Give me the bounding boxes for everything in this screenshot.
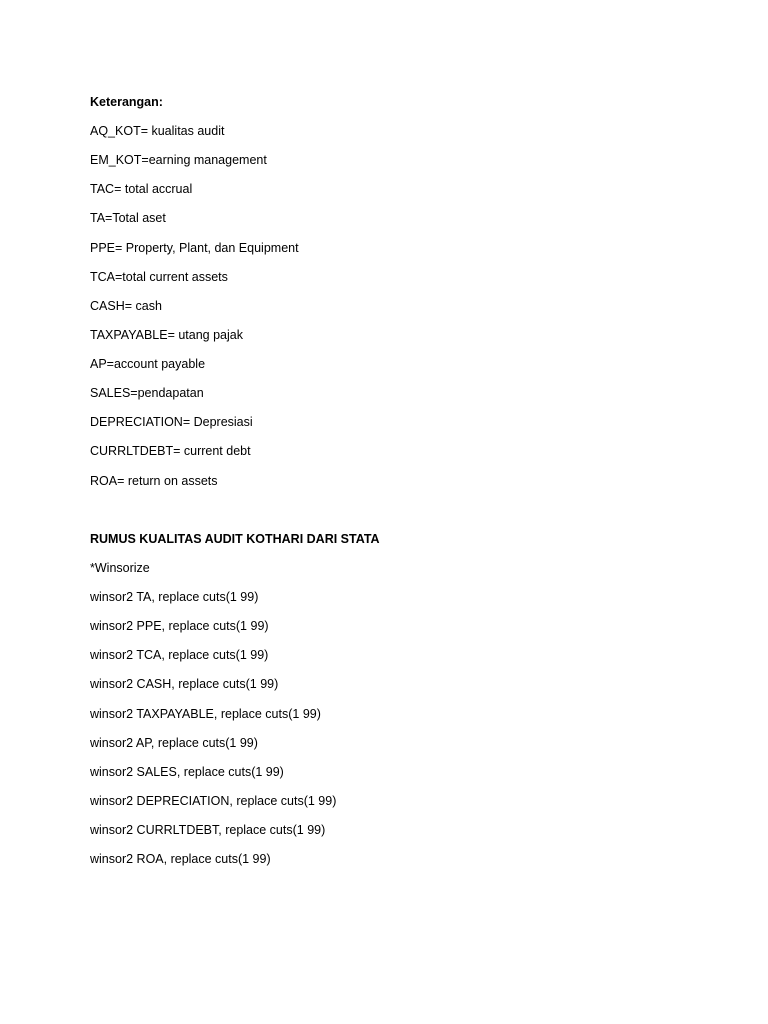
legend-item: ROA= return on assets	[90, 474, 218, 488]
stata-command: winsor2 SALES, replace cuts(1 99)	[90, 765, 284, 779]
legend-item: TAXPAYABLE= utang pajak	[90, 328, 243, 342]
legend-heading: Keterangan:	[90, 95, 163, 109]
legend-item: SALES=pendapatan	[90, 386, 204, 400]
formula-heading: RUMUS KUALITAS AUDIT KOTHARI DARI STATA	[90, 532, 380, 546]
stata-command: winsor2 AP, replace cuts(1 99)	[90, 736, 258, 750]
legend-item: TAC= total accrual	[90, 182, 193, 196]
legend-item: AP=account payable	[90, 357, 206, 371]
stata-command: winsor2 ROA, replace cuts(1 99)	[90, 852, 271, 866]
legend-item: CURRLTDEBT= current debt	[90, 444, 251, 458]
legend-item: DEPRECIATION= Depresiasi	[90, 415, 253, 429]
legend-item: EM_KOT=earning management	[90, 153, 267, 167]
stata-command: winsor2 CASH, replace cuts(1 99)	[90, 677, 279, 691]
stata-command: winsor2 TCA, replace cuts(1 99)	[90, 648, 269, 662]
stata-command: winsor2 TAXPAYABLE, replace cuts(1 99)	[90, 707, 321, 721]
legend-item: TA=Total aset	[90, 211, 166, 225]
legend-item: PPE= Property, Plant, dan Equipment	[90, 241, 299, 255]
stata-command: winsor2 PPE, replace cuts(1 99)	[90, 619, 269, 633]
legend-item: AQ_KOT= kualitas audit	[90, 124, 225, 138]
stata-command: winsor2 CURRLTDEBT, replace cuts(1 99)	[90, 823, 326, 837]
stata-command: winsor2 DEPRECIATION, replace cuts(1 99)	[90, 794, 337, 808]
legend-item: CASH= cash	[90, 299, 162, 313]
legend-item: TCA=total current assets	[90, 270, 228, 284]
formula-subheading: *Winsorize	[90, 561, 150, 575]
stata-command: winsor2 TA, replace cuts(1 99)	[90, 590, 259, 604]
